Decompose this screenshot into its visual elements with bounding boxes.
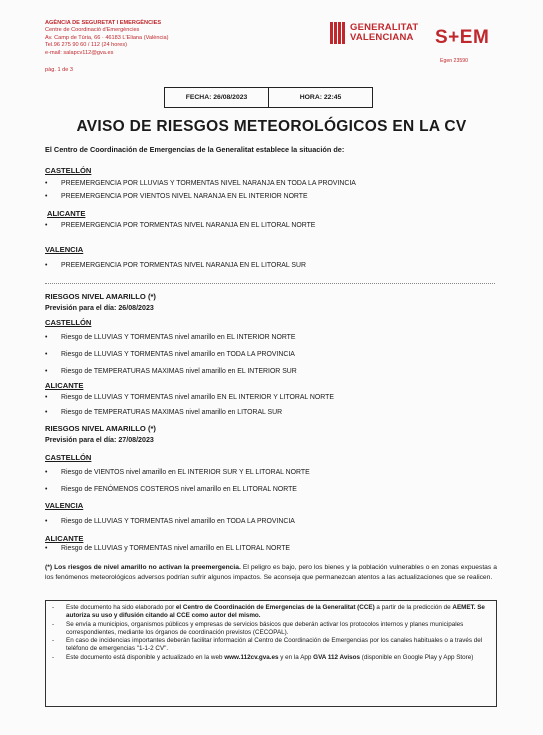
note-bold: (*) Los riesgos de nivel amarillo no activan la preemergencia. <box>45 564 241 571</box>
divider <box>45 283 495 284</box>
forecast-date-1: Previsión para el día: 26/08/2023 <box>45 304 154 312</box>
list-item: • Riesgo de LLUVIAS Y TORMENTAS nivel amarillo en EL INTERIOR NORTE <box>45 334 296 341</box>
egen-number: Egen 23590 <box>440 58 468 64</box>
list-item: • Riesgo de LLUVIAS Y TORMENTAS nivel amarillo EN EL INTERIOR Y LITORAL NORTE <box>45 394 334 401</box>
list-item: • Riesgo de LLUVIAS Y TORMENTAS nivel amarillo en TODA LA PROVINCIA <box>45 518 295 525</box>
address: Av. Camp de Túria, 66 · 46183 L'Eliana (València) <box>45 34 169 41</box>
logo-gv-line1: GENERALITAT <box>350 22 419 33</box>
disclaimer-item: - Este documento está disponible y actualizado en la web www.112cv.gva.es y en la App GVA 112 Avisos (disponible en Google Play y App Store) <box>52 653 474 661</box>
list-item: • PREEMERGENCIA POR LLUVIAS Y TORMENTAS NIVEL NARANJA EN TODA LA PROVINCIA <box>45 180 356 187</box>
pre-valencia-heading: VALENCIA <box>45 245 84 254</box>
list-item: • PREEMERGENCIA POR TORMENTAS NIVEL NARANJA EN EL LITORAL SUR <box>45 262 306 269</box>
list-item: • PREEMERGENCIA POR TORMENTAS NIVEL NARANJA EN EL LITORAL NORTE <box>45 222 316 229</box>
page-number: pàg. 1 de 3 <box>45 67 73 74</box>
center-name: Centre de Coordinació d'Emergències <box>45 27 140 34</box>
risk-heading-2: RIESGOS NIVEL AMARILLO (*) <box>45 424 156 433</box>
r2-castellon-heading: CASTELLÓN <box>45 453 92 462</box>
list-item: • Riesgo de TEMPERATURAS MAXIMAS nivel amarillo en LITORAL SUR <box>45 409 283 416</box>
disclaimer-item: - Se envía a municipios, organismos públicos y empresas de servicios básicos que deberán activar los protocolos internos y planes municipales correspondientes, mediante los órganos de coordinación previstos (CECOPAL). <box>52 620 464 636</box>
logo-gv-line2: VALENCIANA <box>350 32 414 43</box>
intro-text: El Centro de Coordinación de Emergencias de la Generalitat establece la situación de: <box>45 145 345 154</box>
forecast-date-2: Previsión para el día: 27/08/2023 <box>45 436 154 444</box>
generalitat-logo <box>330 22 418 44</box>
disclaimer-box <box>45 600 497 707</box>
r1-castellon-heading: CASTELLÓN <box>45 318 92 327</box>
list-item: • Riesgo de FENÓMENOS COSTEROS nivel amarillo en EL LITORAL NORTE <box>45 486 297 493</box>
web-link[interactable]: www.112cv.gva.es <box>224 653 279 661</box>
r1-alicante-heading: ALICANTE <box>45 381 84 390</box>
list-item: • Riesgo de LLUVIAS y TORMENTAS nivel amarillo en EL LITORAL NORTE <box>45 545 291 552</box>
date-field: FECHA: 26/08/2023 <box>185 94 248 101</box>
sem-logo: S+EM <box>435 27 490 48</box>
list-item: • PREEMERGENCIA POR VIENTOS NIVEL NARANJA EN EL INTERIOR NORTE <box>45 193 308 200</box>
date-time-box <box>164 87 373 108</box>
disclaimer-item: - Este documento ha sido elaborado por el Centro de Coordinación de Emergencias de la Generalitat (CCE) a partir de la predicción de AEMET. Se autoriza su uso y difusión citando al CCE como autor del mismo. <box>52 604 485 620</box>
disclaimer-item: - En caso de incidencias importantes deberán facilitar información al Centro de Coordinación de Emergencias por los canales habituales o a través del teléfono de emergencias "1-1-2 CV". <box>52 637 483 653</box>
list-item: • Riesgo de LLUVIAS Y TORMENTAS nivel amarillo en TODA LA PROVINCIA <box>45 351 295 358</box>
yellow-level-note <box>45 563 497 582</box>
agency-name: AGÈNCIA DE SEGURETAT I EMERGÈNCIES <box>45 20 162 26</box>
list-item: • Riesgo de VIENTOS nivel amarillo en EL INTERIOR SUR Y EL LITORAL NORTE <box>45 469 310 476</box>
phone: Tel.96 275 90 60 / 112 (24 hores) <box>45 42 127 49</box>
pre-castellon-heading: CASTELLÓN <box>45 166 92 175</box>
email: e-mail: salapcv112@gva.es <box>45 49 114 56</box>
risk-heading-1: RIESGOS NIVEL AMARILLO (*) <box>45 292 156 301</box>
agency-header <box>45 20 168 74</box>
flag-bars-icon <box>330 22 345 44</box>
r2-alicante-heading: ALICANTE <box>45 534 84 543</box>
note-text: El peligro es bajo, pero los bienes y la población vulnerables o en zonas expuestas a los fenómenos meteorológicos adversos podrían sufrir algunos impactos. Se aconseja que permanezcan atentos a las actualizaciones que se realicen. <box>45 564 497 581</box>
r2-valencia-heading: VALENCIA <box>45 501 84 510</box>
page-title: AVISO DE RIESGOS METEOROLÓGICOS EN LA CV <box>76 118 467 135</box>
list-item: • Riesgo de TEMPERATURAS MAXIMAS nivel amarillo en EL INTERIOR SUR <box>45 368 297 375</box>
time-field: HORA: 22:45 <box>268 88 372 107</box>
pre-alicante-heading: ALICANTE <box>47 209 86 218</box>
